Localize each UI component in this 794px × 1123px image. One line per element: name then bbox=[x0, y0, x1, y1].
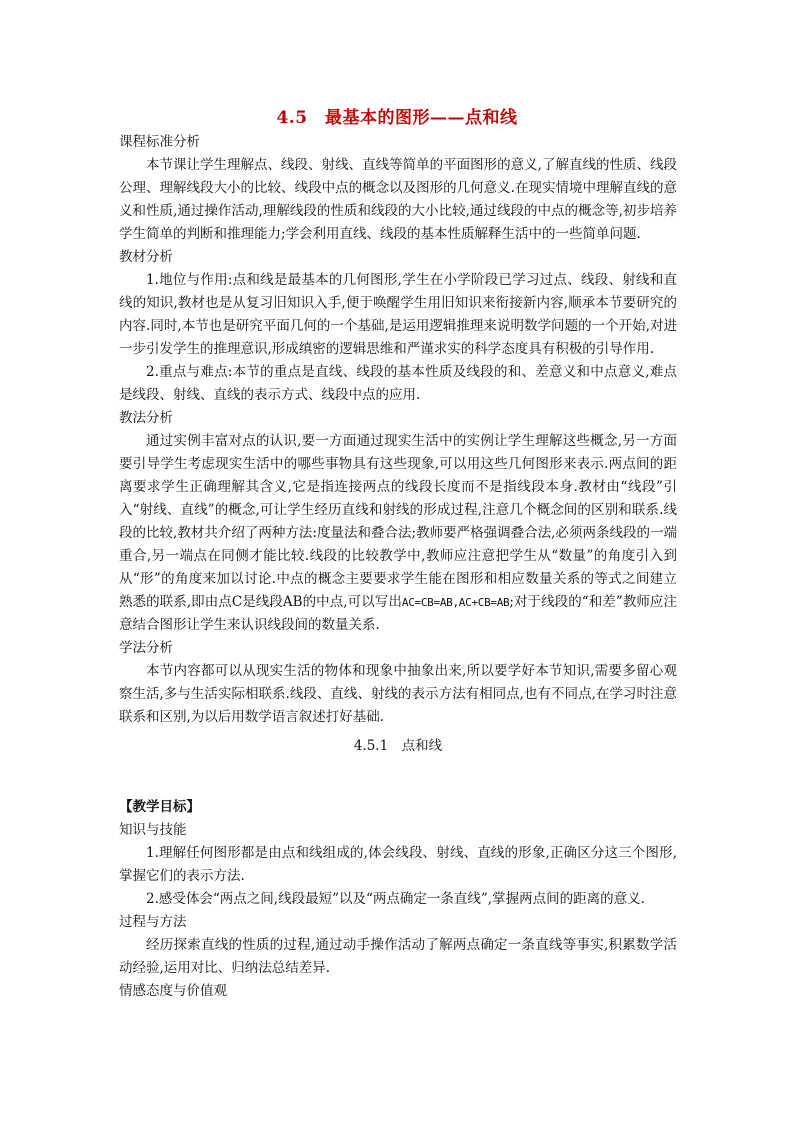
paragraph-textbook-role: 1.地位与作用:点和线是最基本的几何图形,学生在小学阶段已学习过点、线段、射线和直线的知识,教材也是从复习旧知识入手,便于唤醒学生用旧知识来衔接新内容,顺承本节要研究的内容.同时,本节也是研究平面几何的一个基础,是运用逻辑推理来说明数学问题的一个开始,对进一步引发学生的推理意识,形成缜密的逻辑思维和严谨求实的科学态度具有积极的引导作用. bbox=[119, 272, 677, 357]
goal-knowledge-item-2: 2.感受体会“两点之间,线段最短”以及“两点确定一条直线”,掌握两点间的距离的意义. bbox=[146, 891, 645, 907]
paragraph-textbook-focus: 2.重点与难点:本节的重点是直线、线段的基本性质及线段的和、差意义和中点意义,难点是线段、射线、直线的表示方式、线段中点的应用. bbox=[119, 364, 677, 403]
goal-heading-knowledge: 知识与技能 bbox=[119, 822, 187, 838]
segment-formula: AC=CB=AB,AC+CB=AB bbox=[401, 596, 510, 609]
paragraph-curriculum: 本节课让学生理解点、线段、射线、直线等简单的平面图形的意义,了解直线的性质、线段公理、理解线段大小的比较、线段中点的概念以及图形的几何意义.在现实情境中理解直线的意义和性质,通过操作活动,理解线段的性质和线段的大小比较,通过线段的中点的概念等,初步培养学生简单的判断和推理能力;学会利用直线、线段的基本性质解释生活中的一些简单问题. bbox=[119, 157, 677, 242]
teaching-method-text-b: ;对于线段的“和差”教师应注意结合图形让学生来认识线段间的数量关系. bbox=[119, 594, 677, 633]
paragraph-teaching-method bbox=[119, 430, 677, 637]
document-body bbox=[119, 131, 677, 1003]
goal-process-text: 经历探索直线的性质的过程,通过动手操作活动了解两点确定一条直线等事实,积累数学活动经验,运用对比、归纳法总结差异. bbox=[119, 937, 677, 976]
goal-heading-attitude: 情感态度与价值观 bbox=[119, 983, 227, 999]
section-heading-curriculum: 课程标准分析 bbox=[119, 134, 200, 150]
subsection-title: 4.5.1 点和线 bbox=[353, 738, 443, 754]
section-heading-learning-method: 学法分析 bbox=[119, 640, 173, 656]
teaching-method-text-a: 通过实例丰富对点的认识,要一方面通过现实生活中的实例让学生理解这些概念,另一方面要引导学生考虑现实生活中的哪些事物具有这些现象,可以用这些几何图形来表示.两点间的距离要求学生正确理解其含义,它是指连接两点的线段长度而不是指线段本身.教材由“线段”引入“射线、直线”的概念,可让学生经历直线和射线的形成过程,注意几个概念间的区别和联系.线段的比较,教材共介绍了两种方法:度量法和叠合法;教师要严格强调叠合法,必须两条线段的一端重合,另一端点在同侧才能比较.线段的比较教学中,教师应注意把学生从“数量”的角度引入到从“形”的角度来加以讨论.中点的概念主要要求学生能在图形和相应数量关系的等式之间建立熟悉的联系,即由点C是线段AB的中点,可以写出 bbox=[119, 433, 677, 610]
goal-knowledge-item-1: 1.理解任何图形都是由点和线组成的,体会线段、射线、直线的形象,正确区分这三个图形,掌握它们的表示方法. bbox=[119, 845, 677, 884]
teaching-goals-heading: 【教学目标】 bbox=[119, 799, 200, 815]
section-heading-teaching-method: 教法分析 bbox=[119, 410, 173, 426]
goal-heading-process: 过程与方法 bbox=[119, 914, 187, 930]
page-title: 4.5 最基本的图形——点和线 bbox=[276, 108, 518, 128]
section-heading-textbook: 教材分析 bbox=[119, 249, 173, 265]
paragraph-learning-method: 本节内容都可以从现实生活的物体和现象中抽象出来,所以要学好本节知识,需要多留心观察生活,多与生活实际相联系.线段、直线、射线的表示方法有相同点,也有不同点,在学习时注意联系和区别,为以后用数学语言叙述打好基础. bbox=[119, 663, 677, 725]
